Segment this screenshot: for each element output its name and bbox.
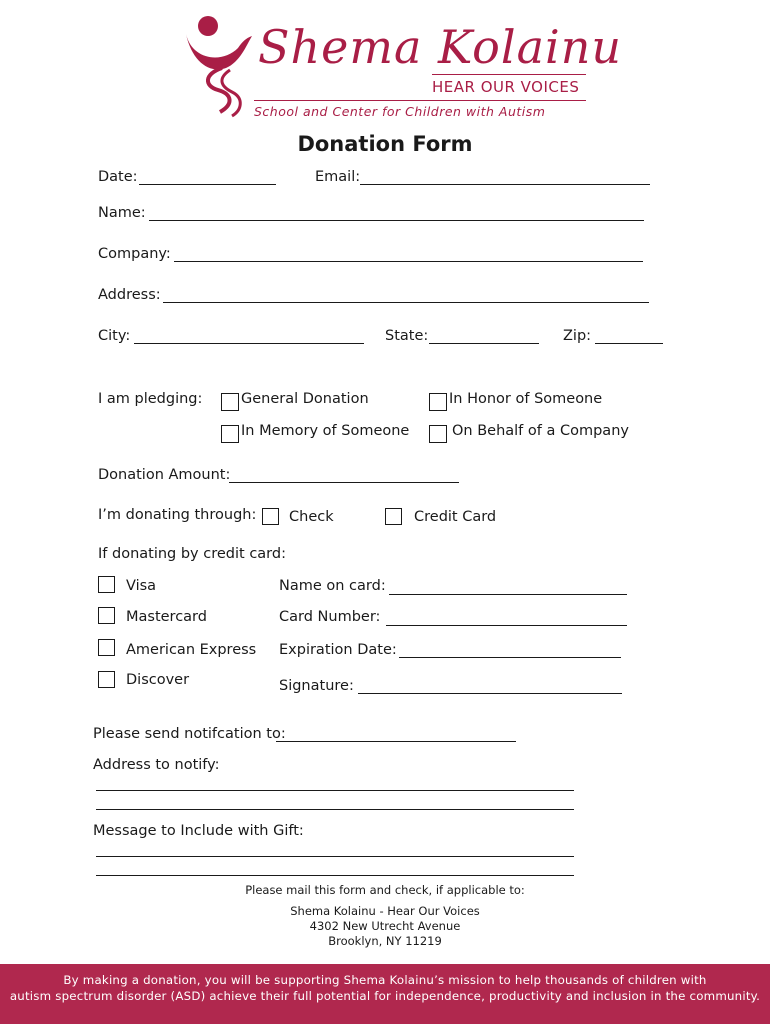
credit-card-label: Credit Card <box>414 509 497 525</box>
in-honor-checkbox[interactable] <box>429 393 447 411</box>
credit-card-heading: If donating by credit card: <box>98 546 286 562</box>
footer-line-2: autism spectrum disorder (ASD) achieve their full potential for independence, productivity and inclusion in the community. <box>9 989 761 1003</box>
credit-card-checkbox[interactable] <box>385 508 402 525</box>
visa-label: Visa <box>126 578 157 594</box>
city-label: City: <box>98 328 131 344</box>
check-checkbox[interactable] <box>262 508 279 525</box>
logo-figure-icon <box>182 12 258 120</box>
address-to-notify-line-2[interactable] <box>96 809 574 810</box>
form-title: Donation Form <box>297 132 473 156</box>
company-label: Company: <box>98 246 171 262</box>
state-label: State: <box>385 328 429 344</box>
address-label: Address: <box>98 287 161 303</box>
logo-subtitle: School and Center for Children with Autism <box>254 104 546 119</box>
logo-divider <box>254 100 586 101</box>
address-field[interactable] <box>163 302 649 303</box>
name-on-card-field[interactable] <box>389 594 627 595</box>
signature-field[interactable] <box>358 693 622 694</box>
donating-through-label: I’m donating through: <box>98 507 257 523</box>
pledging-label: I am pledging: <box>98 391 203 407</box>
signature-label: Signature: <box>279 678 354 694</box>
american-express-checkbox[interactable] <box>98 639 115 656</box>
on-behalf-checkbox[interactable] <box>429 425 447 443</box>
mastercard-checkbox[interactable] <box>98 607 115 624</box>
company-field[interactable] <box>174 261 643 262</box>
email-field[interactable] <box>360 184 650 185</box>
general-donation-checkbox[interactable] <box>221 393 239 411</box>
logo-name: Shema Kolainu <box>258 20 622 74</box>
card-number-label: Card Number: <box>279 609 381 625</box>
name-on-card-label: Name on card: <box>279 578 386 594</box>
name-field[interactable] <box>149 220 644 221</box>
discover-checkbox[interactable] <box>98 671 115 688</box>
state-field[interactable] <box>429 343 539 344</box>
donation-amount-label: Donation Amount: <box>98 467 231 483</box>
mail-intro: Please mail this form and check, if applicable to: <box>245 883 525 897</box>
address-to-notify-line-1[interactable] <box>96 790 574 791</box>
mastercard-label: Mastercard <box>126 609 207 625</box>
general-donation-label: General Donation <box>241 391 369 407</box>
date-field[interactable] <box>139 184 276 185</box>
city-field[interactable] <box>134 343 364 344</box>
zip-label: Zip: <box>563 328 592 344</box>
american-express-label: American Express <box>126 642 257 658</box>
zip-field[interactable] <box>595 343 663 344</box>
logo-tagline: HEAR OUR VOICES <box>432 78 580 96</box>
check-label: Check <box>289 509 334 525</box>
mission-footer <box>0 964 770 1024</box>
in-honor-label: In Honor of Someone <box>449 391 603 407</box>
mail-address-line-3: Brooklyn, NY 11219 <box>328 934 442 948</box>
visa-checkbox[interactable] <box>98 576 115 593</box>
expiration-date-field[interactable] <box>399 657 621 658</box>
donation-amount-field[interactable] <box>229 482 459 483</box>
email-label: Email: <box>315 169 361 185</box>
discover-label: Discover <box>126 672 190 688</box>
in-memory-label: In Memory of Someone <box>241 423 410 439</box>
mail-address-line-2: 4302 New Utrecht Avenue <box>309 919 461 933</box>
gift-message-label: Message to Include with Gift: <box>93 823 304 839</box>
gift-message-line-1[interactable] <box>96 856 574 857</box>
name-label: Name: <box>98 205 146 221</box>
logo-divider <box>432 74 586 75</box>
expiration-date-label: Expiration Date: <box>279 642 397 658</box>
in-memory-checkbox[interactable] <box>221 425 239 443</box>
footer-line-1: By making a donation, you will be supporting Shema Kolainu’s mission to help thousands of children with <box>63 973 707 987</box>
send-notification-field[interactable] <box>276 741 516 742</box>
mail-address-line-1: Shema Kolainu - Hear Our Voices <box>290 904 480 918</box>
on-behalf-label: On Behalf of a Company <box>452 423 629 439</box>
send-notification-label: Please send notifcation to: <box>93 726 286 742</box>
date-label: Date: <box>98 169 138 185</box>
address-to-notify-label: Address to notify: <box>93 757 220 773</box>
gift-message-line-2[interactable] <box>96 875 574 876</box>
card-number-field[interactable] <box>386 625 627 626</box>
